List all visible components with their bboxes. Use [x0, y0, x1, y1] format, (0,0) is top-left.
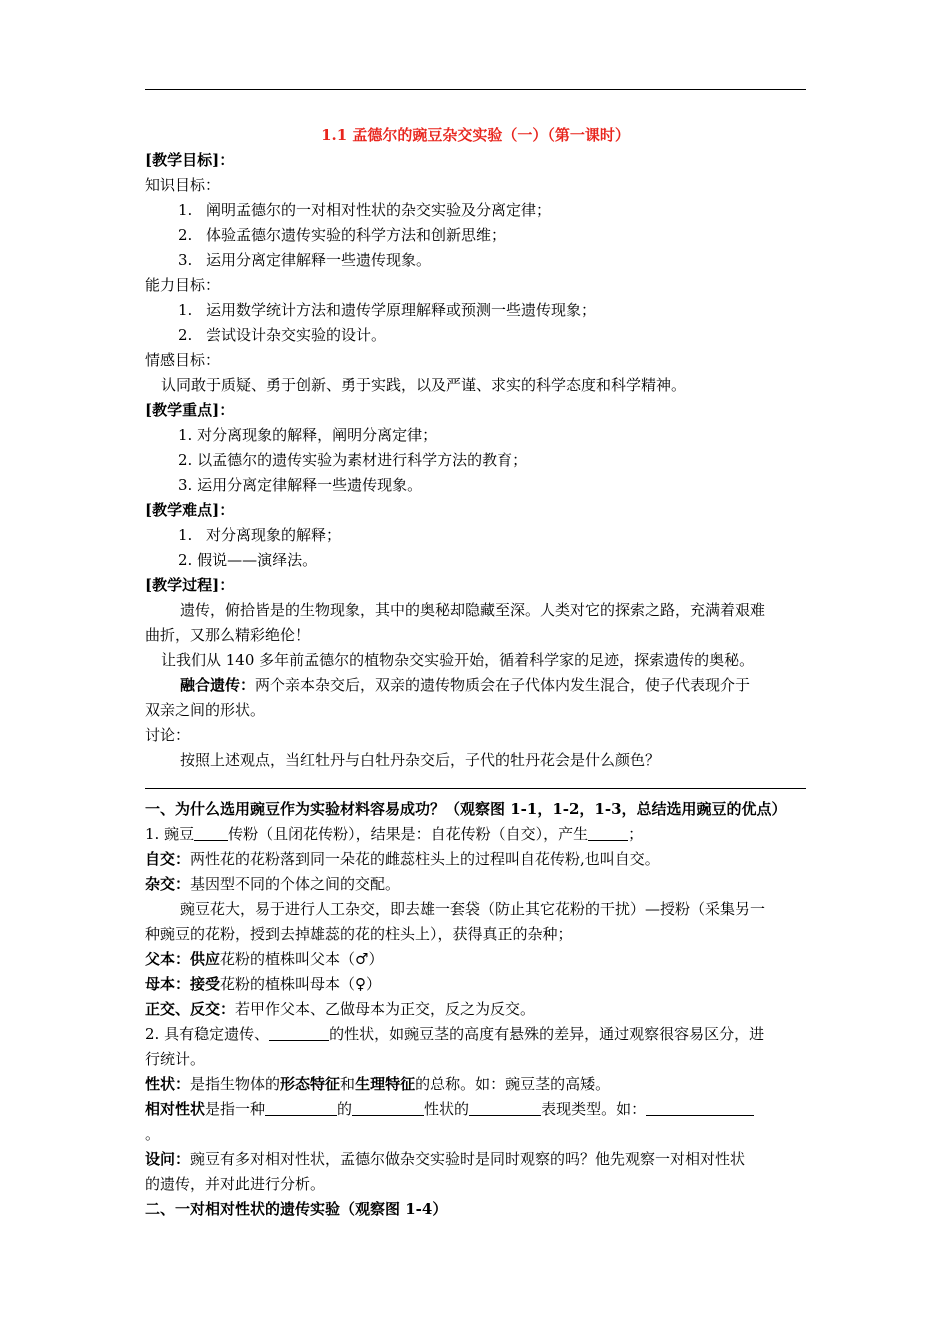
text: 表现类型。如： [541, 1100, 647, 1118]
key-point-item: 3. 运用分离定律解释一些遗传现象。 [178, 476, 423, 494]
fill-blank [646, 1100, 754, 1116]
text: 1. 豌豆 [145, 825, 195, 843]
definition: 花粉的植株叫父本（♂） [220, 950, 384, 968]
definition: 若甲作父本、乙做母本为正交，反之为反交。 [235, 1000, 536, 1018]
term: 正交、反交： [145, 1000, 236, 1018]
fill-blank [469, 1100, 541, 1116]
trait-def [145, 1072, 806, 1097]
question-prompt [145, 1147, 806, 1172]
definition: 两个亲本杂交后，双亲的遗传物质会在子代体内发生混合，使子代表现介于 [255, 676, 751, 694]
item-number: 3. [178, 251, 193, 269]
discuss-label: 讨论： [145, 726, 191, 744]
term: 相对性状 [145, 1100, 206, 1118]
item-number: 2. [178, 226, 193, 244]
term: 杂交： [145, 875, 191, 893]
intro-paragraph-line: 曲折，又那么精彩绝伦！ [145, 626, 311, 644]
item-text: 体验孟德尔遗传实验的科学方法和创新思维； [206, 226, 507, 244]
relative-trait-end: 。 [145, 1125, 161, 1143]
key-points-heading: [教学重点]： [145, 401, 235, 419]
emotion-text: 认同敢于质疑、勇于创新、勇于实践，以及严谨、求实的科学态度和科学精神。 [161, 376, 687, 394]
question-prompt-line2: 的遗传，并对此进行分析。 [145, 1175, 326, 1193]
definition: 花粉的植株叫母本（♀） [220, 975, 381, 993]
item-text: 运用分离定律解释一些遗传现象。 [206, 251, 432, 269]
item-text: 对分离现象的解释； [206, 526, 342, 544]
fill-blank [265, 1100, 337, 1116]
definition: 基因型不同的个体之间的交配。 [190, 875, 401, 893]
text: 是指一种 [205, 1100, 266, 1118]
process-heading: [教学过程]： [145, 576, 235, 594]
term: 母本： [145, 975, 191, 993]
section-divider [145, 788, 806, 789]
text: 和 [340, 1075, 356, 1093]
item-text: 尝试设计杂交实验的设计。 [206, 326, 387, 344]
fill-blank [194, 825, 228, 841]
term: 自交： [145, 850, 191, 868]
knowledge-label: 知识目标： [145, 176, 221, 194]
difficulties-heading: [教学难点]： [145, 501, 235, 519]
knowledge-item [145, 223, 839, 248]
text: 是指生物体的 [190, 1075, 281, 1093]
self-pollination-def [145, 847, 806, 872]
intro-paragraph-2: 让我们从 140 多年前孟德尔的植物杂交实验开始，循着科学家的足迹，探索遗传的奥秘。 [161, 651, 755, 669]
reciprocal-cross-def [145, 997, 806, 1022]
goals-heading: [教学目标]： [145, 151, 235, 169]
father-def [145, 947, 806, 972]
ability-item [145, 298, 839, 323]
text: 的性状，如豌豆茎的高度有悬殊的差异，通过观察很容易区分，进 [329, 1025, 765, 1043]
text: 的 [337, 1100, 353, 1118]
difficulty-item [145, 523, 839, 548]
knowledge-item [145, 198, 839, 223]
text: 传粉（且闭花传粉），结果是：自花传粉（自交），产生 [228, 825, 589, 843]
intro-paragraph-line: 遗传，俯拾皆是的生物现象，其中的奥秘却隐藏至深。人类对它的探索之路，充满着艰难 [180, 601, 766, 619]
difficulty-item: 2. 假说——演绎法。 [178, 551, 318, 569]
lesson-title: 1.1 孟德尔的豌豆杂交实验（一）（第一课时） [321, 126, 630, 144]
item-number: 2. [178, 326, 193, 344]
key-point-item: 1. 对分离现象的解释，阐明分离定律； [178, 426, 438, 444]
relative-trait-def [145, 1097, 806, 1122]
artificial-cross-line: 种豌豆的花粉，授到去掉雄蕊的花的柱头上），获得真正的杂种； [145, 925, 573, 943]
blending-inheritance-line2: 双亲之间的形状。 [145, 701, 266, 719]
text: 性状的 [424, 1100, 470, 1118]
term: 融合遗传： [180, 676, 256, 694]
blending-inheritance [145, 673, 841, 698]
knowledge-item [145, 248, 839, 273]
fill-blank [352, 1100, 424, 1116]
text: 豌豆有多对相对性状，孟德尔做杂交实验时是同时观察的吗？他先观察一对相对性状 [190, 1150, 746, 1168]
emphasis: 形态特征 [280, 1075, 341, 1093]
question-1 [145, 822, 806, 847]
definition: 两性花的花粉落到同一朵花的雌蕊柱头上的过程叫自花传粉,也叫自交。 [190, 850, 660, 868]
section2-heading: 二、一对相对性状的遗传实验（观察图 1-4） [145, 1200, 448, 1218]
artificial-cross-line: 豌豆花大，易于进行人工杂交，即去雄一套袋（防止其它花粉的干扰）—授粉（采集另一 [180, 900, 766, 918]
section1-heading: 一、为什么选用豌豆作为实验材料容易成功？（观察图 1-1，1-2，1-3，总结选用豌豆的优点） [145, 800, 787, 818]
item-number: 1. [178, 201, 193, 219]
ability-item [145, 323, 839, 348]
emphasis: 供应 [190, 950, 221, 968]
term: 设问： [145, 1150, 191, 1168]
question-2 [145, 1022, 806, 1047]
fill-blank [588, 825, 628, 841]
term: 性状： [145, 1075, 191, 1093]
item-text: 阐明孟德尔的一对相对性状的杂交实验及分离定律； [206, 201, 552, 219]
ability-label: 能力目标： [145, 276, 221, 294]
fill-blank [269, 1025, 329, 1041]
emphasis: 接受 [190, 975, 221, 993]
item-text: 运用数学统计方法和遗传学原理解释或预测一些遗传现象； [206, 301, 597, 319]
header-rule [145, 89, 806, 90]
text: 2. 具有稳定遗传、 [145, 1025, 270, 1043]
emotion-label: 情感目标： [145, 351, 221, 369]
discuss-question: 按照上述观点，当红牡丹与白牡丹杂交后，子代的牡丹花会是什么颜色？ [180, 751, 661, 769]
cross-def [145, 872, 806, 897]
item-number: 1. [178, 301, 193, 319]
text: ； [628, 825, 644, 843]
question-2-line2: 行统计。 [145, 1050, 206, 1068]
item-number: 1. [178, 526, 193, 544]
mother-def [145, 972, 806, 997]
term: 父本： [145, 950, 191, 968]
text: 的总称。如：豌豆茎的高矮。 [415, 1075, 611, 1093]
emphasis: 生理特征 [355, 1075, 416, 1093]
key-point-item: 2. 以孟德尔的遗传实验为素材进行科学方法的教育； [178, 451, 528, 469]
